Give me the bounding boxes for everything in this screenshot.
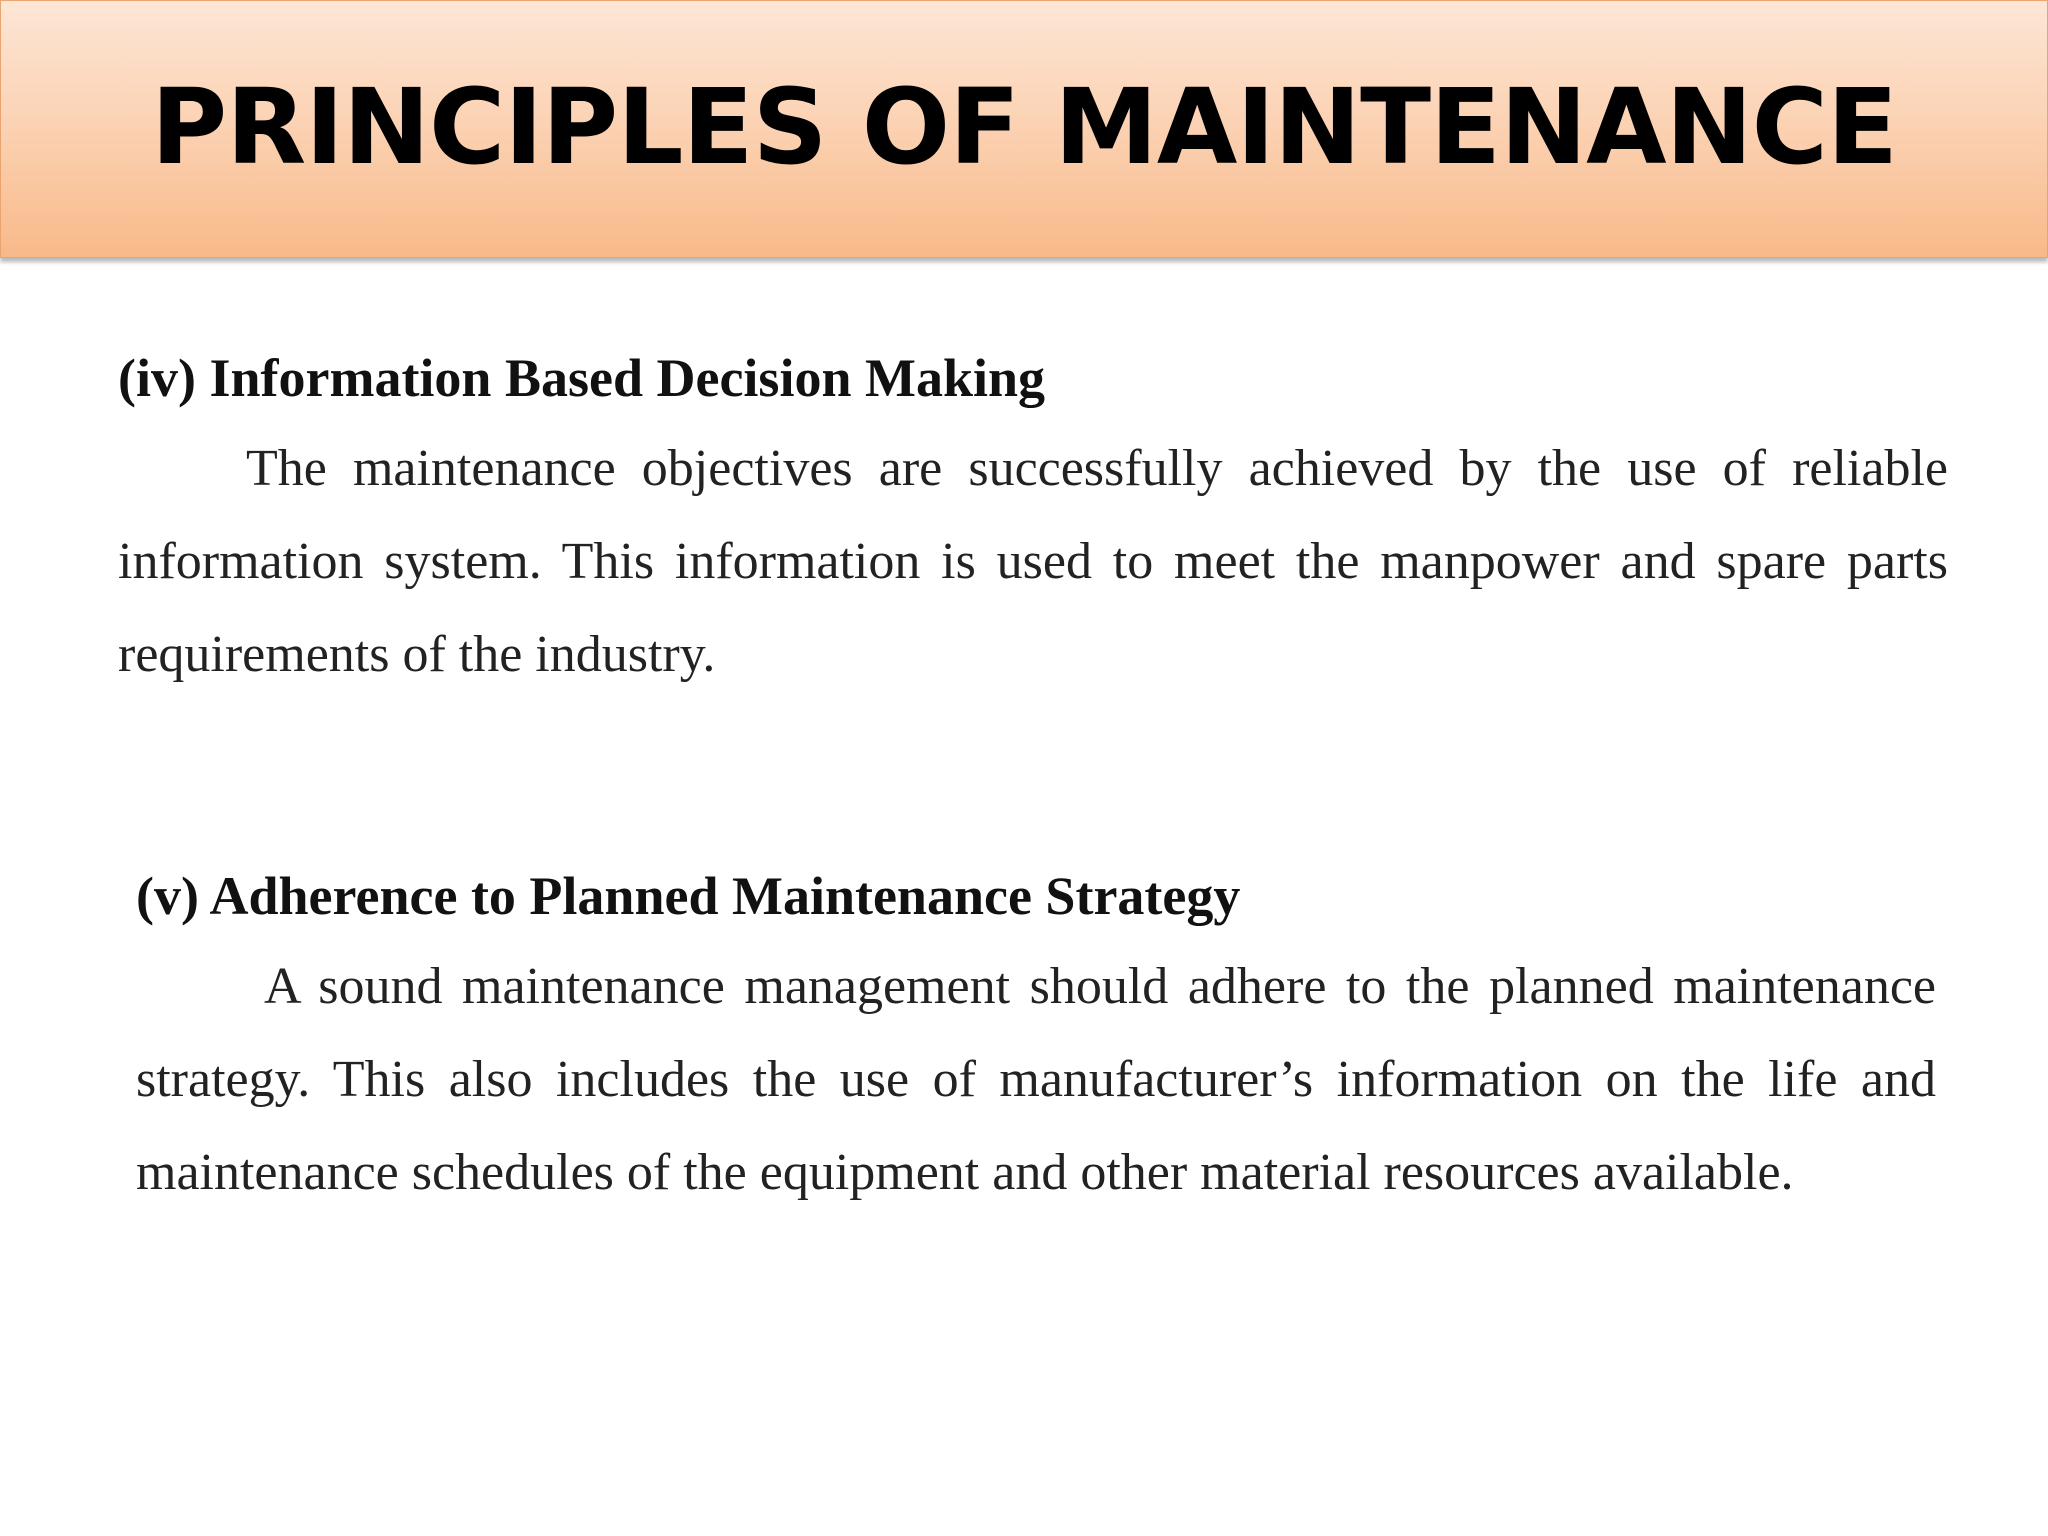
- section-information-based-decision-making: [118, 338, 1948, 701]
- slide-title: PRINCIPLES OF MAINTENANCE: [151, 66, 1897, 188]
- title-banner: [0, 0, 2048, 258]
- section-body: The maintenance objectives are successfully achieved by the use of reliable information system. This information is used to meet the manpower and spare parts requirements of the industry.: [118, 440, 1948, 683]
- section-adherence-to-planned-maintenance-strategy: [136, 856, 1936, 1219]
- section-heading: (iv) Information Based Decision Making: [118, 348, 1046, 408]
- section-body: A sound maintenance management should adhere to the planned maintenance strategy. This also includes the use of manufacturer’s information on the life and maintenance schedules of the equipment and other material resources available.: [136, 958, 1936, 1201]
- section-heading: (v) Adherence to Planned Maintenance Strategy: [136, 866, 1241, 926]
